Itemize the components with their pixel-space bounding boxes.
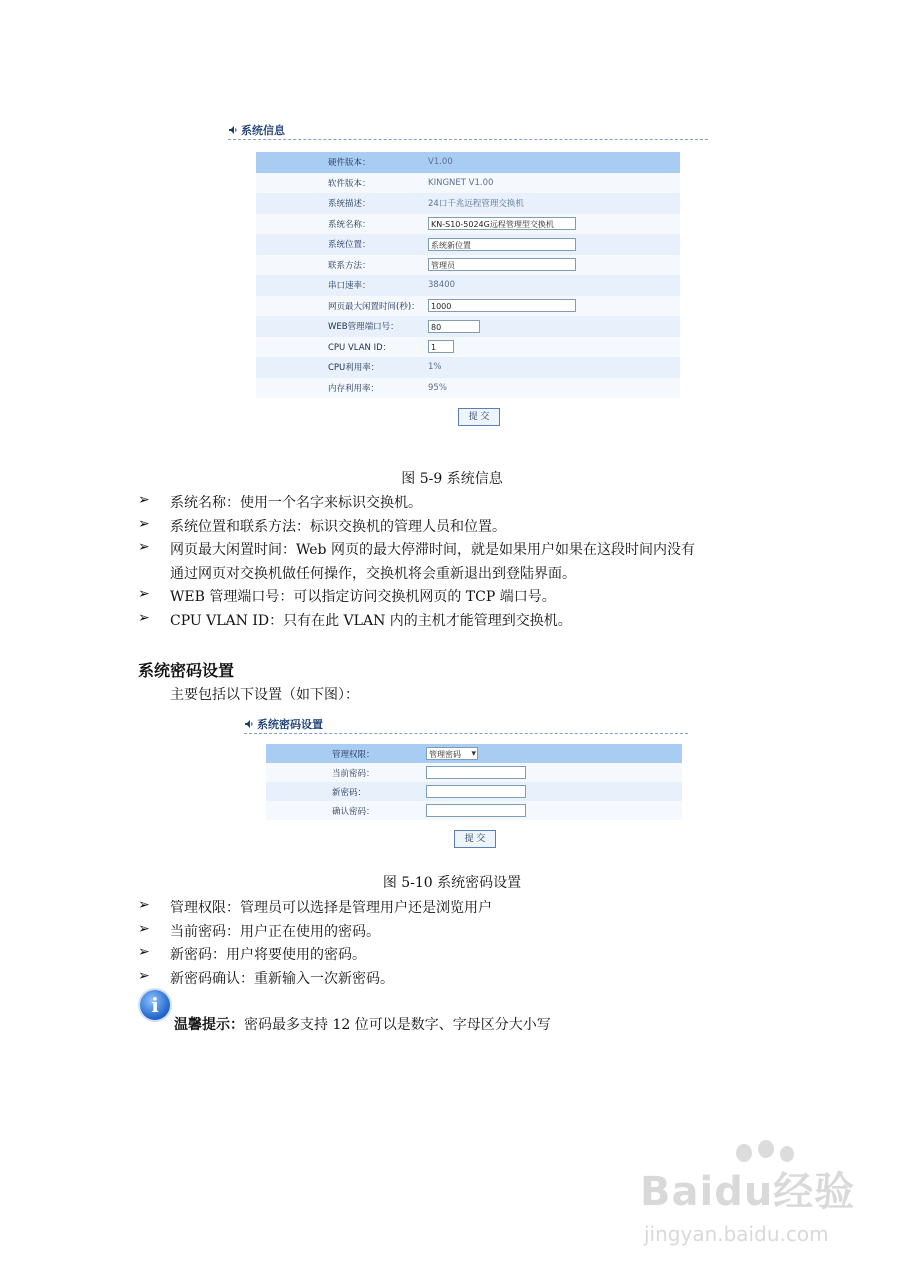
intro-paragraph: 主要包括以下设置（如下图）： [170,687,359,703]
table-row [256,378,680,399]
paw-icon [758,1140,774,1158]
watermark [640,1140,880,1260]
arrow-bullet-icon: ➢ [138,967,150,984]
text-input[interactable] [426,766,526,779]
table-row [256,357,680,378]
info-icon: i [140,990,170,1020]
text-input[interactable] [426,785,526,798]
row-label: CPU VLAN ID： [328,342,392,353]
table-row [266,782,682,801]
table-row [256,296,680,317]
table-row [256,234,680,255]
password-table [266,744,682,820]
list-item-text: 网页最大闲置时间：Web 网页的最大停滞时间，就是如果用户如果在这段时间内没有 [170,542,695,558]
table-row [266,744,682,763]
table-row [256,193,680,214]
figure-caption: 图 5-10 系统密码设置 [382,875,522,891]
text-input[interactable] [426,804,526,817]
table-row [256,255,680,276]
row-value: 1% [428,362,442,373]
row-label: WEB管理端口号： [328,322,399,333]
row-label: 联系方法： [328,260,371,271]
list-item-text: 系统位置和联系方法：标识交换机的管理人员和位置。 [170,518,506,535]
list-item-text: 系统名称：使用一个名字来标识交换机。 [170,495,422,511]
watermark-brand: Baidu经验 [640,1169,856,1215]
arrow-bullet-icon: ➢ [138,515,150,532]
list-item-text: WEB 管理端口号：可以指定访问交换机网页的 TCP 端口号。 [170,589,556,605]
row-label: 新密码： [332,787,367,798]
row-label: 系统描述： [328,199,371,210]
row-value: 95% [428,382,447,393]
panel-title-text: 系统信息 [241,124,285,137]
arrow-bullet-icon: ➢ [138,609,150,626]
tip-label: 温馨提示： [174,1017,244,1033]
table-row [256,316,680,337]
row-label: 系统位置： [328,240,371,251]
table-row [256,275,680,296]
system-info-table [256,152,680,398]
arrow-bullet-icon: ➢ [138,586,150,602]
row-label: 网页最大闲置时间(秒)： [328,301,420,312]
panel-title [228,122,285,138]
text-input[interactable]: 80 [428,320,480,333]
list-item-text: 当前密码：用户正在使用的密码。 [170,923,380,940]
text-input[interactable]: 管理员 [428,258,576,271]
system-info-panel [228,118,708,458]
tip-line [174,1014,551,1034]
chevron-down-icon: ▾ [471,749,476,759]
arrow-bullet-icon: ➢ [138,897,150,913]
tip-text: 密码最多支持 12 位可以是数字、字母区分大小写 [244,1017,551,1033]
speaker-icon [228,125,238,135]
row-label: 硬件版本： [328,158,371,169]
row-label: 串口速率： [328,281,371,292]
text-input[interactable]: 1000 [428,299,576,312]
list-item-text: 通过网页对交换机做任何操作，交换机将会重新退出到登陆界面。 [170,565,576,582]
submit-button[interactable]: 提 交 [458,408,500,426]
list-item-text: 管理权限：管理员可以选择是管理用户还是浏览用户 [170,900,492,916]
row-value: 38400 [428,280,456,291]
row-label: 当前密码： [332,768,375,779]
row-label: 系统名称： [328,219,371,230]
row-label: 软件版本： [328,178,371,189]
arrow-bullet-icon: ➢ [138,920,150,937]
row-value: V1.00 [428,157,453,168]
row-label: 确认密码： [332,806,375,817]
row-label: 管理权限： [332,749,375,760]
table-row [266,801,682,820]
select-field[interactable]: 管理密码 ▾ [426,747,478,760]
submit-button[interactable]: 提 交 [454,830,496,848]
panel-title-text: 系统密码设置 [257,718,323,731]
divider [244,733,688,734]
table-row [266,763,682,782]
row-value: KINGNET V1.00 [428,177,494,188]
list-item-text: CPU VLAN ID：只有在此 VLAN 内的主机才能管理到交换机。 [170,612,572,629]
row-value: 24口千兆远程管理交换机 [428,199,524,210]
divider [228,139,708,140]
speaker-icon [244,719,254,729]
table-row [256,337,680,358]
arrow-bullet-icon: ➢ [138,492,150,508]
arrow-bullet-icon: ➢ [138,539,150,555]
watermark-url: jingyan.baidu.com [644,1222,829,1246]
table-row [256,214,680,235]
password-panel [244,712,688,862]
section-heading: 系统密码设置 [138,661,235,680]
text-input[interactable]: KN-S10-5024G远程管理型交换机 [428,217,576,230]
row-label: CPU利用率： [328,363,380,374]
text-input[interactable]: 系统新位置 [428,238,576,251]
figure-caption: 图 5-9 系统信息 [401,471,503,487]
table-row [256,152,680,173]
arrow-bullet-icon: ➢ [138,944,150,960]
list-item-text: 新密码确认：重新输入一次新密码。 [170,970,394,987]
row-label: 内存利用率： [328,383,380,394]
text-input[interactable]: 1 [428,340,454,353]
table-row [256,173,680,194]
list-item-text: 新密码：用户将要使用的密码。 [170,947,366,963]
panel-title [244,716,323,732]
